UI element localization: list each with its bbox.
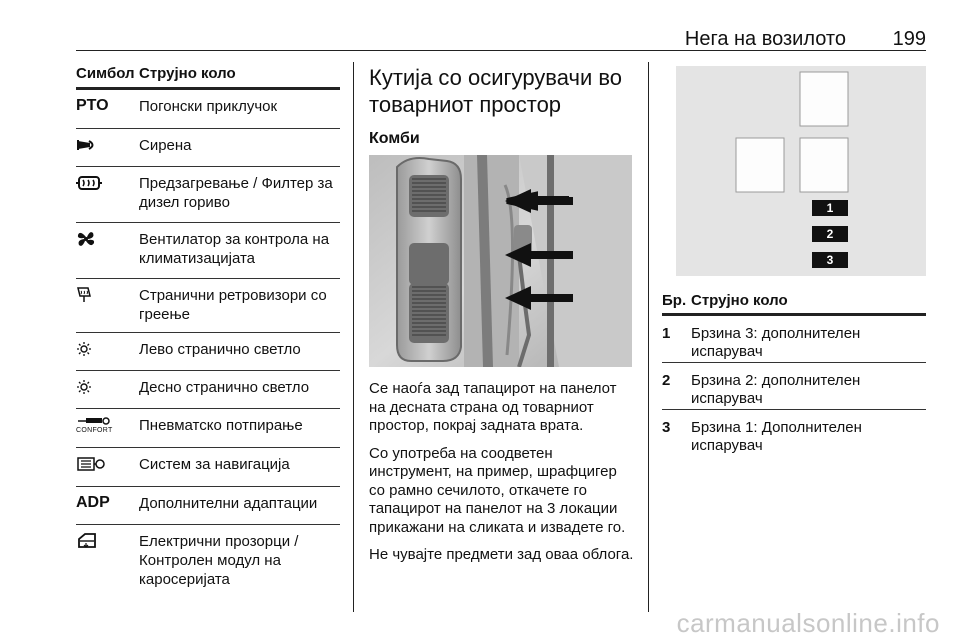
row-label: Дополнителни адаптации xyxy=(139,495,318,512)
fuse-number: 2 xyxy=(662,372,671,389)
fuse-label: Брзина 1: Дополнителен испарувач xyxy=(691,419,862,454)
header-rule xyxy=(76,50,926,51)
row-label: Десно странично светло xyxy=(139,379,310,396)
table-row xyxy=(76,223,340,279)
row-label: Предзагревање / Филтер за дизел гориво xyxy=(139,175,333,211)
side-light-left-icon xyxy=(76,340,139,358)
row-label: Систем за навигација xyxy=(139,456,290,473)
row-label: Странични ретровизори со греење xyxy=(139,287,327,323)
glow-plug-icon xyxy=(76,174,139,192)
row-label: Вентилатор за контрола на климатизацијата xyxy=(139,231,330,267)
page-header xyxy=(76,26,926,56)
table-row xyxy=(76,409,340,448)
table-row xyxy=(76,487,340,525)
section-title: Нега на возилото xyxy=(684,28,846,50)
fuse-label-3: 3 xyxy=(826,253,834,267)
paragraph: Со употреба на соодветен инструмент, на пример, шрафцигер со рамно сечилото, откачете го тапацирот на панелот на 3 локации прикажани на сликата и извадете го. xyxy=(369,444,626,536)
fuse-number: 1 xyxy=(662,325,671,342)
mirror-heat-icon xyxy=(76,286,139,304)
pneumatic-symbol-label: CONFORT xyxy=(76,427,113,434)
horn-icon xyxy=(76,136,139,154)
table-row xyxy=(662,316,926,363)
fuse-label: Брзина 2: дополнителен испарувач xyxy=(691,372,861,407)
table-row xyxy=(76,525,340,605)
header-number: Бр. xyxy=(662,292,687,309)
fuse-table-header xyxy=(662,288,926,316)
table-row xyxy=(76,371,340,409)
paragraph: Не чувајте предмети зад оваа облога. xyxy=(369,546,634,563)
fusebox-diagram xyxy=(676,66,926,276)
section-heading: Кутија со осигурувачи во товарниот простор xyxy=(369,65,623,117)
pneumatic-seat-icon xyxy=(76,416,139,436)
side-light-right-icon xyxy=(76,378,139,396)
table-row xyxy=(76,90,340,129)
adp-symbol: ADP xyxy=(76,494,110,511)
paragraph: Се наоѓа зад тапацирот на панелот на десната страна од товарниот простор, покрај задната врата. xyxy=(369,380,617,434)
header-circuit: Струјно коло xyxy=(691,292,788,309)
fuse-label-2: 2 xyxy=(826,227,834,241)
cargo-panel-photo xyxy=(369,155,632,367)
column-divider xyxy=(353,62,354,612)
table-row xyxy=(76,167,340,223)
navigation-icon xyxy=(76,455,139,473)
header-symbol: Симбол xyxy=(76,65,135,82)
fan-icon xyxy=(76,230,139,248)
symbol-table-header xyxy=(76,60,340,90)
table-row xyxy=(662,363,926,410)
page-number: 199 xyxy=(892,28,926,50)
instructions-text xyxy=(369,380,635,574)
row-label: Електрични прозорци / Контролен модул на каросеријата xyxy=(139,533,299,588)
row-label: Пневматско потпирање xyxy=(139,417,303,434)
row-label: Погонски приклучок xyxy=(139,98,278,115)
table-row xyxy=(76,129,340,167)
table-row xyxy=(76,448,340,487)
table-row xyxy=(662,410,926,457)
fuse-number: 3 xyxy=(662,419,671,436)
power-window-icon xyxy=(76,532,139,550)
table-row xyxy=(76,333,340,371)
fuse-label: Брзина 3: дополнителен испарувач xyxy=(691,325,861,360)
fusebox-section xyxy=(369,64,635,148)
section-subheading: Комби xyxy=(369,130,420,147)
fuse-label-1: 1 xyxy=(826,201,834,215)
pto-symbol: PTO xyxy=(76,97,109,114)
column-divider xyxy=(648,62,649,612)
row-label: Сирена xyxy=(139,137,192,154)
watermark: carmanualsonline.info xyxy=(676,608,940,638)
symbol-table xyxy=(76,60,340,605)
row-label: Лево странично светло xyxy=(139,341,301,358)
header-circuit: Струјно коло xyxy=(139,65,236,82)
fuse-table xyxy=(662,288,926,457)
table-row xyxy=(76,279,340,333)
